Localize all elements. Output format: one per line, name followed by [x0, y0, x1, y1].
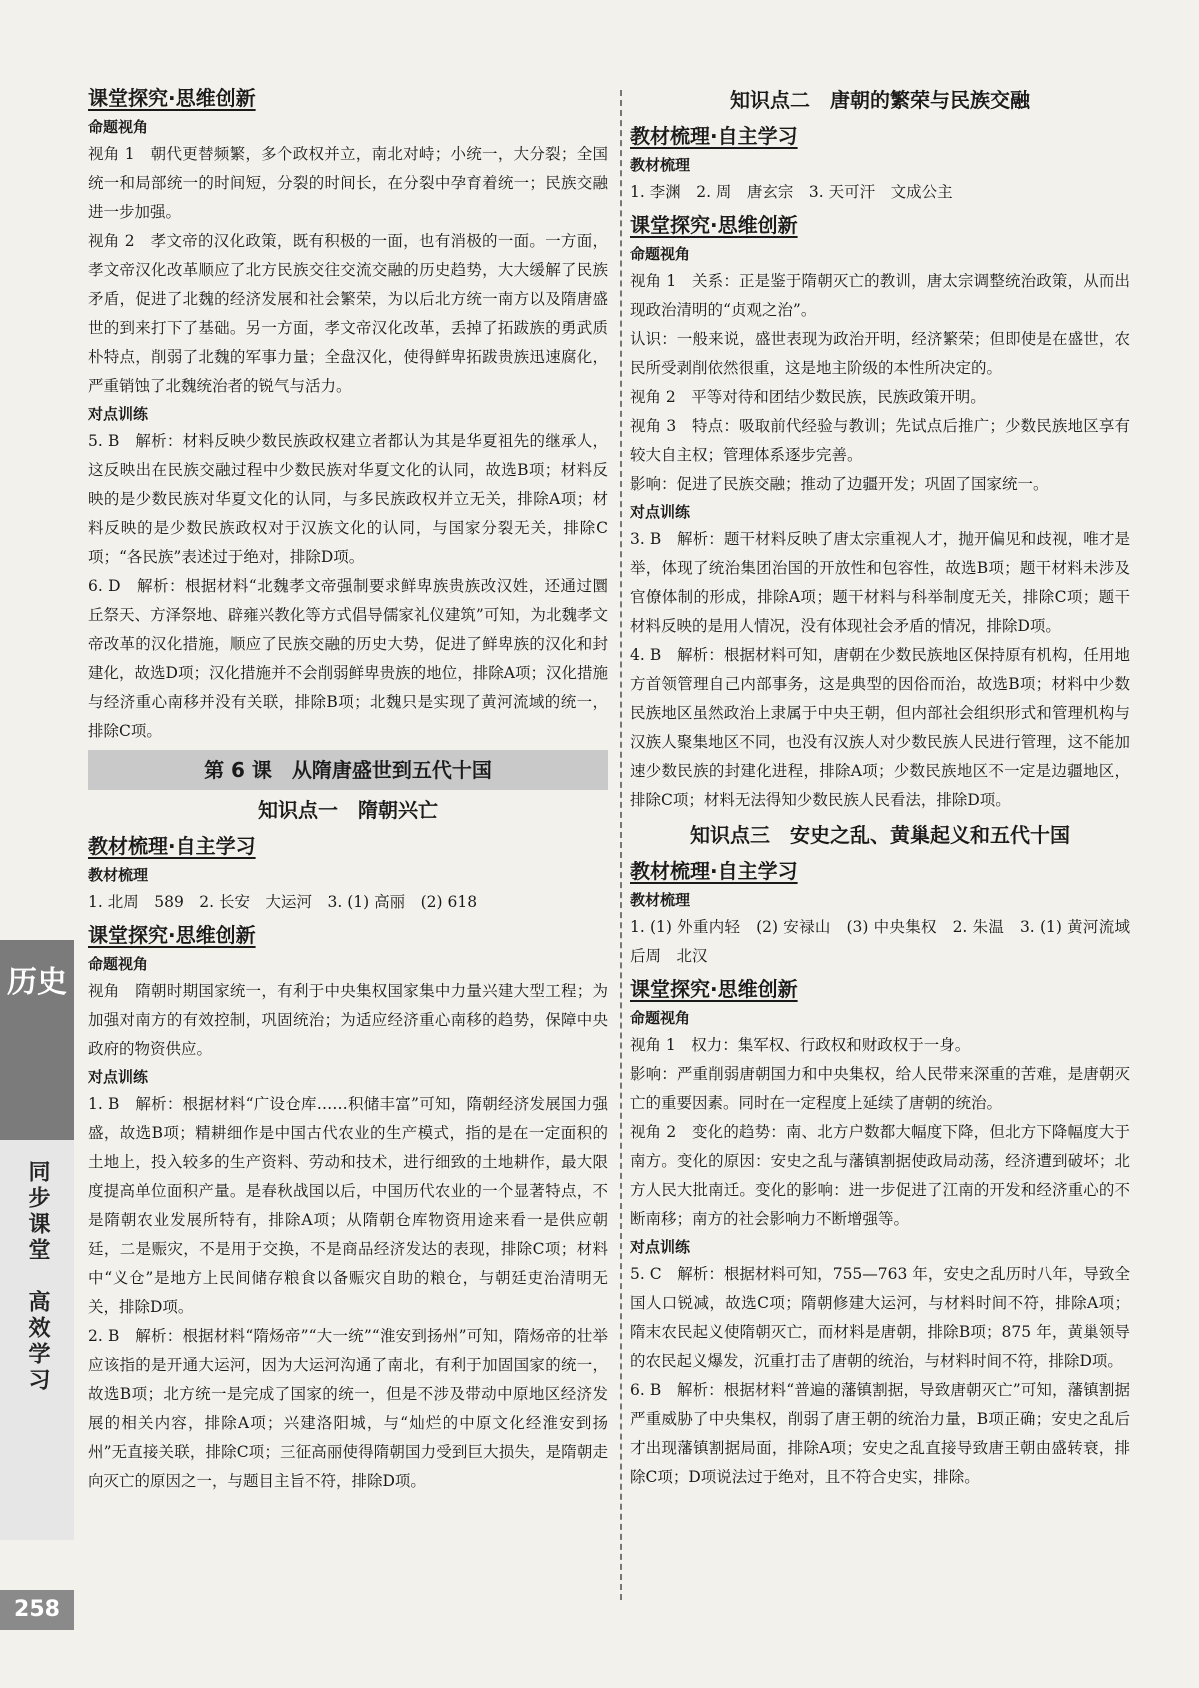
answer-item: 2. B 解析：根据材料“隋炀帝”“大一统”“淮安到扬州”可知，隋炀帝的壮举应该指的是开通大运河，因为大运河沟通了南北，有利于加固国家的统一，故选B项；北方统一是完成了国家的统一，但是不涉及带动中原地区经济发展的相关内容，排除A项；兴建洛阳城，与“灿烂的中原文化经淮安到扬州”无直接关联，排除C项；三征高丽使得隋朝国力受到巨大损失，是隋朝走向灭亡的原因之一，与题目主旨不符，排除D项。 — [88, 1327, 608, 1490]
subheading: 对点训练 — [88, 405, 149, 423]
paragraph: 视角 1 关系：正是鉴于隋朝灭亡的教训，唐太宗调整统治政策，从而出现政治清明的“贞观之治”。 — [630, 272, 1130, 319]
paragraph: 1. 李渊 2. 周 唐玄宗 3. 天可汗 文成公主 — [630, 183, 953, 201]
section-heading: 课堂探究·思维创新 — [88, 923, 256, 947]
answer-item: 5. C 解析：根据材料可知，755—763 年，安史之乱历时八年，导致全国人口锐减，故选C项；隋朝修建大运河，与材料时间不符，排除A项；隋末农民起义使隋朝灭亡，而材料是唐朝，排除B项；875 年，黄巢领导的农民起义爆发，沉重打击了唐朝的统治，与材料时间不符，排除D项。 — [630, 1265, 1130, 1370]
series-label: 同步课堂 高效学习 — [25, 1160, 50, 1394]
answer-item: 1. B 解析：根据材料“广设仓库……积储丰富”可知，隋朝经济发展国力强盛，故选B项；精耕细作是中国古代农业的生产模式，指的是在一定面积的土地上，投入较多的生产资料、劳动和技术，进行细致的土地耕作，最大限度提高单位面积产量。是春秋战国以后，中国历代农业的一个显著特点，不是隋朝农业发展所特有，排除A项；从隋朝仓库物资用途来看一是供应朝廷，二是赈灾，不是用于交换，不是商品经济发达的表现，排除C项；材料中“义仓”是地方上民间储存粮食以备赈灾自助的粮仓，与朝廷吏治清明无关，排除D项。 — [88, 1095, 608, 1316]
paragraph: 视角 隋朝时期国家统一，有利于中央集权国家集中力量兴建大型工程；为加强对南方的有效控制，巩固统治；为适应经济重心南移的趋势，保障中央政府的物资供应。 — [88, 982, 608, 1058]
paragraph: 视角 3 特点：吸取前代经验与教训；先试点后推广；少数民族地区享有较大自主权；管理体系逐步完善。 — [630, 417, 1130, 464]
subheading: 命题视角 — [88, 118, 149, 136]
section-heading: 课堂探究·思维创新 — [630, 977, 798, 1001]
knowledge-point-title: 知识点三 安史之乱、黄巢起义和五代十国 — [690, 823, 1070, 847]
subheading: 对点训练 — [630, 1238, 691, 1256]
subheading: 命题视角 — [88, 955, 149, 973]
paragraph: 1. (1) 外重内轻 (2) 安禄山 (3) 中央集权 2. 朱温 3. (1) 黄河流域 后周 北汉 — [630, 918, 1146, 965]
paragraph: 视角 1 权力：集军权、行政权和财政权于一身。 — [630, 1036, 971, 1054]
section-heading: 课堂探究·思维创新 — [630, 213, 798, 237]
column-divider — [620, 90, 622, 1600]
paragraph: 认识：一般来说，盛世表现为政治开明，经济繁荣；但即使是在盛世，农民所受剥削依然很重，这是地主阶级的本性所决定的。 — [630, 330, 1130, 377]
paragraph: 影响：严重削弱唐朝国力和中央集权，给人民带来深重的苦难，是唐朝灭亡的重要因素。同时在一定程度上延续了唐朝的统治。 — [630, 1065, 1130, 1112]
subheading: 教材梳理 — [630, 891, 691, 909]
left-column — [88, 80, 608, 1496]
subheading: 命题视角 — [630, 245, 691, 263]
section-heading: 课堂探究·思维创新 — [88, 86, 256, 110]
paragraph: 视角 2 变化的趋势：南、北方户数都大幅度下降，但北方下降幅度大于南方。变化的原因：安史之乱与藩镇割据使政局动荡，经济遭到破坏；北方人民大批南迁。变化的影响：进一步促进了江南的开发和经济重心的不断南移；南方的社会影响力不断增强等。 — [630, 1123, 1130, 1228]
subject-tab: 历史 — [0, 940, 74, 1140]
series-tab — [0, 1140, 74, 1540]
knowledge-point-title: 知识点一 隋朝兴亡 — [258, 798, 438, 822]
section-heading: 教材梳理·自主学习 — [88, 834, 256, 858]
subheading: 命题视角 — [630, 1009, 691, 1027]
knowledge-point-title: 知识点二 唐朝的繁荣与民族交融 — [730, 88, 1030, 112]
page-number: 258 — [0, 1590, 74, 1630]
section-heading: 教材梳理·自主学习 — [630, 859, 798, 883]
subheading: 对点训练 — [630, 503, 691, 521]
right-column — [630, 80, 1146, 1492]
answer-item: 6. B 解析：根据材料“普遍的藩镇割据，导致唐朝灭亡”可知，藩镇割据严重威胁了中央集权，削弱了唐王朝的统治力量，B项正确；安史之乱后才出现藩镇割据局面，排除A项；安史之乱直接导致唐王朝由盛转衰，排除C项；D项说法过于绝对，且不符合史实，排除。 — [630, 1381, 1130, 1486]
subheading: 教材梳理 — [630, 156, 691, 174]
answer-item: 4. B 解析：根据材料可知，唐朝在少数民族地区保持原有机构，任用地方首领管理自己内部事务，这是典型的因俗而治，故选B项；材料中少数民族地区虽然政治上隶属于中央王朝，但内部社会组织形式和管理机构与汉族人聚集地区不同，也没有汉族人对少数民族人民进行管理，这不能加速少数民族的封建化进程，排除A项；少数民族地区不一定是边疆地区，排除C项；材料无法得知少数民族人民看法，排除D项。 — [630, 646, 1130, 809]
paragraph: 影响：促进了民族交融；推动了边疆开发；巩固了国家统一。 — [630, 475, 1049, 493]
paragraph: 1. 北周 589 2. 长安 大运河 3. (1) 高丽 (2) 618 — [88, 893, 478, 911]
subheading: 教材梳理 — [88, 866, 149, 884]
paragraph: 视角 2 孝文帝的汉化政策，既有积极的一面，也有消极的一面。一方面，孝文帝汉化改革顺应了北方民族交往交流交融的历史趋势，大大缓解了民族矛盾，促进了北魏的经济发展和社会繁荣，为以后北方统一南方以及隋唐盛世的到来打下了基础。另一方面，孝文帝汉化改革，丢掉了拓跋族的勇武质朴特点，削弱了北魏的军事力量；全盘汉化，使得鲜卑拓跋贵族迅速腐化，严重销蚀了北魏统治者的锐气与活力。 — [88, 232, 608, 395]
lesson-title: 第 6 课 从隋唐盛世到五代十国 — [88, 750, 608, 790]
subheading: 对点训练 — [88, 1068, 149, 1086]
answer-item: 3. B 解析：题干材料反映了唐太宗重视人才，抛开偏见和歧视，唯才是举，体现了统治集团治国的开放性和包容性，故选B项；题干材料未涉及官僚体制的形成，排除A项；题干材料与科举制度无关，排除C项；题干材料反映的是用人情况，没有体现社会矛盾的情况，排除D项。 — [630, 530, 1130, 635]
answer-item: 6. D 解析：根据材料“北魏孝文帝强制要求鲜卑族贵族改汉姓，还通过圜丘祭天、方泽祭地、辟雍兴教化等方式倡导儒家礼仪建筑”可知，为北魏孝文帝改革的汉化措施，顺应了民族交融的历史大势，促进了鲜卑族的汉化和封建化，故选D项；汉化措施并不会削弱鲜卑贵族的地位，排除A项；汉化措施与经济重心南移并没有关联，排除B项；北魏只是实现了黄河流域的统一，排除C项。 — [88, 577, 608, 740]
paragraph: 视角 2 平等对待和团结少数民族，民族政策开明。 — [630, 388, 986, 406]
section-heading: 教材梳理·自主学习 — [630, 124, 798, 148]
answer-item: 5. B 解析：材料反映少数民族政权建立者都认为其是华夏祖先的继承人，这反映出在民族交融过程中少数民族对华夏文化的认同，故选B项；材料反映的是少数民族对华夏文化的认同，与多民族政权并立无关，排除A项；材料反映的是少数民族政权对于汉族文化的认同，与国家分裂无关，排除C项；“各民族”表述过于绝对，排除D项。 — [88, 432, 608, 566]
paragraph: 视角 1 朝代更替频繁，多个政权并立，南北对峙；小统一，大分裂；全国统一和局部统一的时间短，分裂的时间长，在分裂中孕育着统一；民族交融进一步加强。 — [88, 145, 608, 221]
